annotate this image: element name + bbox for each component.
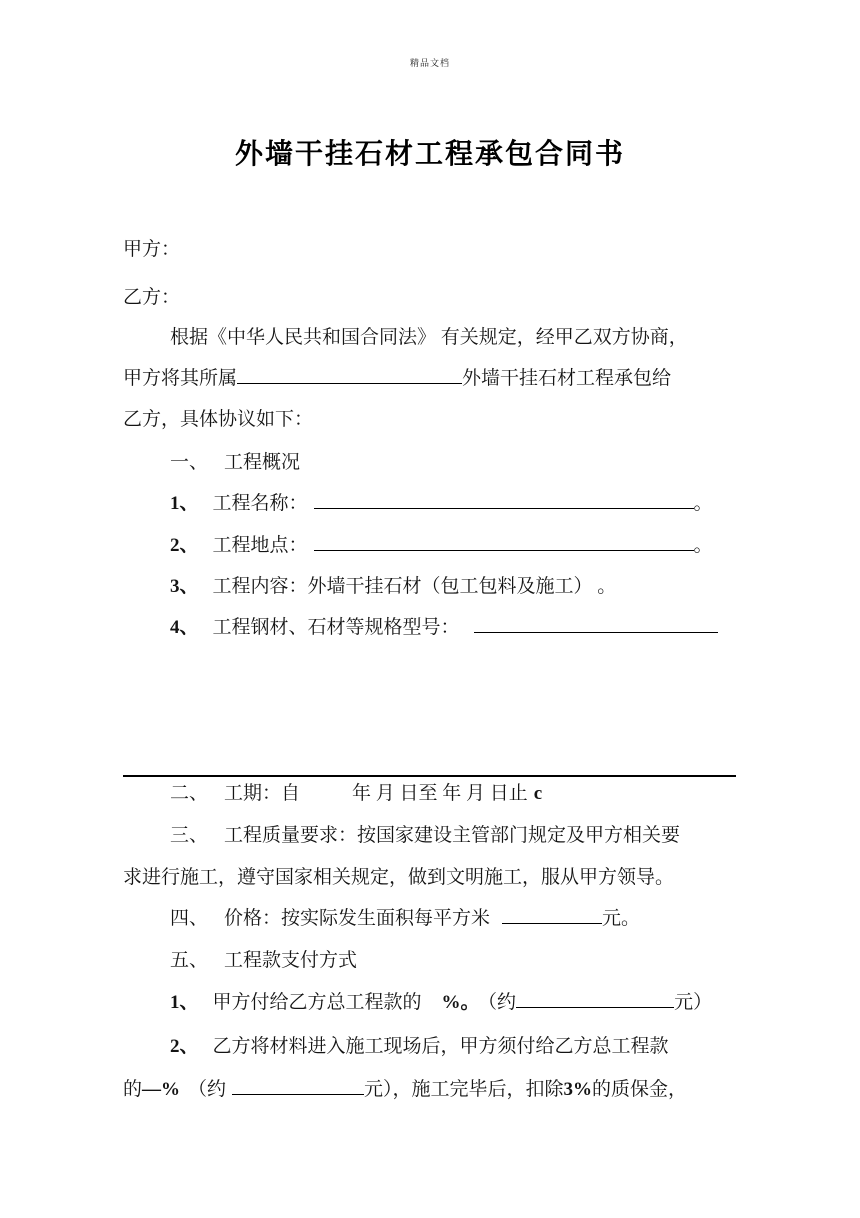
party-b-line <box>123 284 739 311</box>
s5-item1-post: 元） <box>674 992 713 1013</box>
item1-label: 工程名称： <box>212 493 308 514</box>
section5-title: 工程款支付方式 <box>224 950 358 971</box>
s5-item1-mid: （约 <box>487 992 517 1013</box>
section3-line2 <box>123 864 739 891</box>
intro-line-2 <box>123 365 739 392</box>
section1-item3 <box>123 573 739 600</box>
party-a-label: 甲方： <box>123 239 181 260</box>
s5-item1-pre: 甲方付给乙方总工程款的 <box>212 992 422 1013</box>
section5-item1 <box>123 989 739 1016</box>
intro-line-3 <box>123 406 739 433</box>
section2-dates: 年 月 日至 年 月 日止 <box>352 783 528 804</box>
section1-heading <box>123 449 739 476</box>
item1-end: 。 <box>693 493 713 514</box>
intro-line-1 <box>123 324 739 351</box>
amount1-blank <box>516 990 674 1008</box>
section3-number: 三、 <box>170 825 209 846</box>
section1-item4 <box>123 614 739 641</box>
s5-item2-after: 元），施工完毕后，扣除 <box>364 1079 564 1100</box>
s5-item2-dash-percent: —% <box>142 1079 181 1100</box>
section1-item1 <box>123 490 739 517</box>
intro-text-1: 根据《中华人民共和国合同法》 有关规定，经甲乙双方协商， <box>170 327 688 348</box>
section4-number: 四、 <box>170 908 209 929</box>
section2-suffix: c <box>533 783 543 804</box>
intro-text-2-post: 外墙干挂石材工程承包给 <box>462 368 672 389</box>
spec-model-blank <box>474 615 718 633</box>
s5-item1-percent: %。 <box>441 992 480 1013</box>
s5-item2-percent2: 3% <box>563 1079 593 1100</box>
item2-end: 。 <box>693 535 713 556</box>
s5-item1-number: 1、 <box>170 992 199 1013</box>
section2-line <box>123 780 739 807</box>
item2-label: 工程地点： <box>212 535 308 556</box>
intro-text-3: 乙方，具体协议如下： <box>123 409 314 430</box>
project-name-blank <box>314 491 694 509</box>
item2-number: 2、 <box>170 535 199 556</box>
item1-number: 1、 <box>170 493 199 514</box>
intro-text-2-pre: 甲方将其所属 <box>123 368 238 389</box>
section3-line1 <box>123 822 739 849</box>
s5-item2-text1: 乙方将材料进入施工现场后，甲方须付给乙方总工程款 <box>212 1036 669 1057</box>
section1-number: 一、 <box>170 452 209 473</box>
section4-pre: 价格：按实际发生面积每平方米 <box>224 908 491 929</box>
section3-text1: 工程质量要求：按国家建设主管部门规定及甲方相关要 <box>224 825 681 846</box>
price-blank <box>502 906 602 924</box>
section5-item2-line2 <box>123 1076 739 1103</box>
project-location-blank <box>314 533 694 551</box>
section2-number: 二、 <box>170 783 209 804</box>
section3-text2: 求进行施工，遵守国家相关规定，做到文明施工，服从甲方领导。 <box>123 867 675 888</box>
amount2-blank <box>232 1077 364 1095</box>
s5-item2-mid: （约 <box>188 1079 227 1100</box>
header-watermark: 精品文档 <box>409 58 450 68</box>
s5-item2-end: 的质保金， <box>592 1079 688 1100</box>
section5-number: 五、 <box>170 950 209 971</box>
section2-pre: 工期：自 <box>224 783 301 804</box>
section1-title: 工程概况 <box>224 452 301 473</box>
item3-number: 3、 <box>170 576 199 597</box>
item4-number: 4、 <box>170 617 199 638</box>
party-b-label: 乙方： <box>123 287 181 308</box>
section1-item2 <box>123 532 739 559</box>
section-divider-line <box>123 775 736 777</box>
party-a-line <box>123 236 739 263</box>
section4-line <box>123 905 739 932</box>
item3-text: 工程内容：外墙干挂石材（包工包料及施工） 。 <box>212 576 617 597</box>
s5-item2-number: 2、 <box>170 1036 199 1057</box>
section5-item2-line1 <box>123 1033 739 1060</box>
section5-heading <box>123 947 739 974</box>
document-title: 外墙干挂石材工程承包合同书 <box>234 139 625 170</box>
s5-item2-pre: 的 <box>123 1079 143 1100</box>
owner-blank-field <box>237 366 462 384</box>
section4-post: 元。 <box>602 908 641 929</box>
item4-label: 工程钢材、石材等规格型号： <box>212 617 460 638</box>
